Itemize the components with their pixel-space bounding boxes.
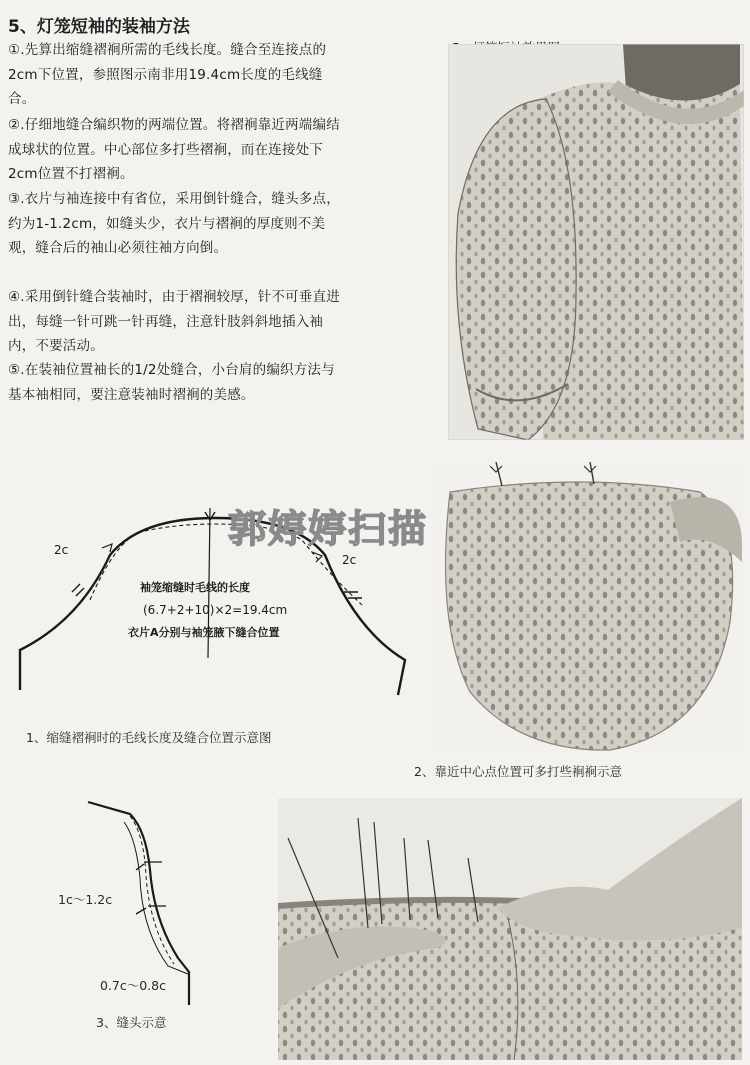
section-title: 5、灯笼短袖的装袖方法	[8, 17, 190, 37]
watermark-text: 郭婷婷扫描	[228, 507, 429, 551]
sleeve-cap-photo-illustration	[430, 462, 742, 752]
paragraph-5: ⑤.在装袖位置袖长的1/2处缝合，小台肩的编织方法与基本袖相同，要注意装袖时褶裥的美感。	[8, 362, 335, 403]
figure2-caption: 2、靠近中心点位置可多打些裥裥示意	[414, 764, 622, 779]
paragraph-4: ④.采用倒针缝合装袖时，由于褶裥较厚，针不可垂直进出，每缝一针可跳一针再缝，注意针肢斜斜地插入袖内，不要活动。	[8, 289, 340, 354]
figure3-caption: 3、缝头示意	[96, 1015, 167, 1030]
fig1-label-right: 2c	[342, 553, 357, 567]
fig1-note-1: 袖笼缩缝时毛线的长度	[140, 581, 250, 594]
sweater-photo-illustration	[448, 44, 744, 440]
needle-gathering-photo-illustration	[278, 798, 742, 1060]
sleeve-cap-photo	[430, 462, 742, 752]
fig1-note-3: 衣片A分别与袖笼腋下缝合位置	[128, 626, 280, 639]
fig1-label-left: 2c	[54, 543, 69, 557]
needle-gathering-photo	[278, 798, 742, 1060]
figure3-label-lower: 0.7c～0.8c	[100, 978, 167, 993]
paragraph-2: ②.仔细地缝合编织物的两端位置。将褶裥靠近两端编结成球状的位置。中心部位多打些褶裥，而在连接处下2cm位置不打褶裥。	[8, 117, 340, 182]
paragraph-1: ①.先算出缩缝褶裥所需的毛线长度。缝合至连接点的2cm下位置，参照图示南非用19.4cm长度的毛线缝合。	[8, 42, 327, 107]
figure1-caption: 1、缩缝褶裥时的毛线长度及缝合位置示意图	[26, 730, 272, 745]
figure3-label-upper: 1c～1.2c	[58, 892, 113, 907]
fig1-note-2: (6.7+2+10)×2=19.4cm	[143, 603, 288, 617]
paragraph-3: ③.衣片与袖连接中有省位，采用倒针缝合，缝头多点，约为1-1.2cm，如缝头少，衣片与褶裥的厚度则不美观，缝合后的袖山必须往袖方向倒。	[8, 191, 340, 256]
sweater-photo	[448, 44, 744, 440]
